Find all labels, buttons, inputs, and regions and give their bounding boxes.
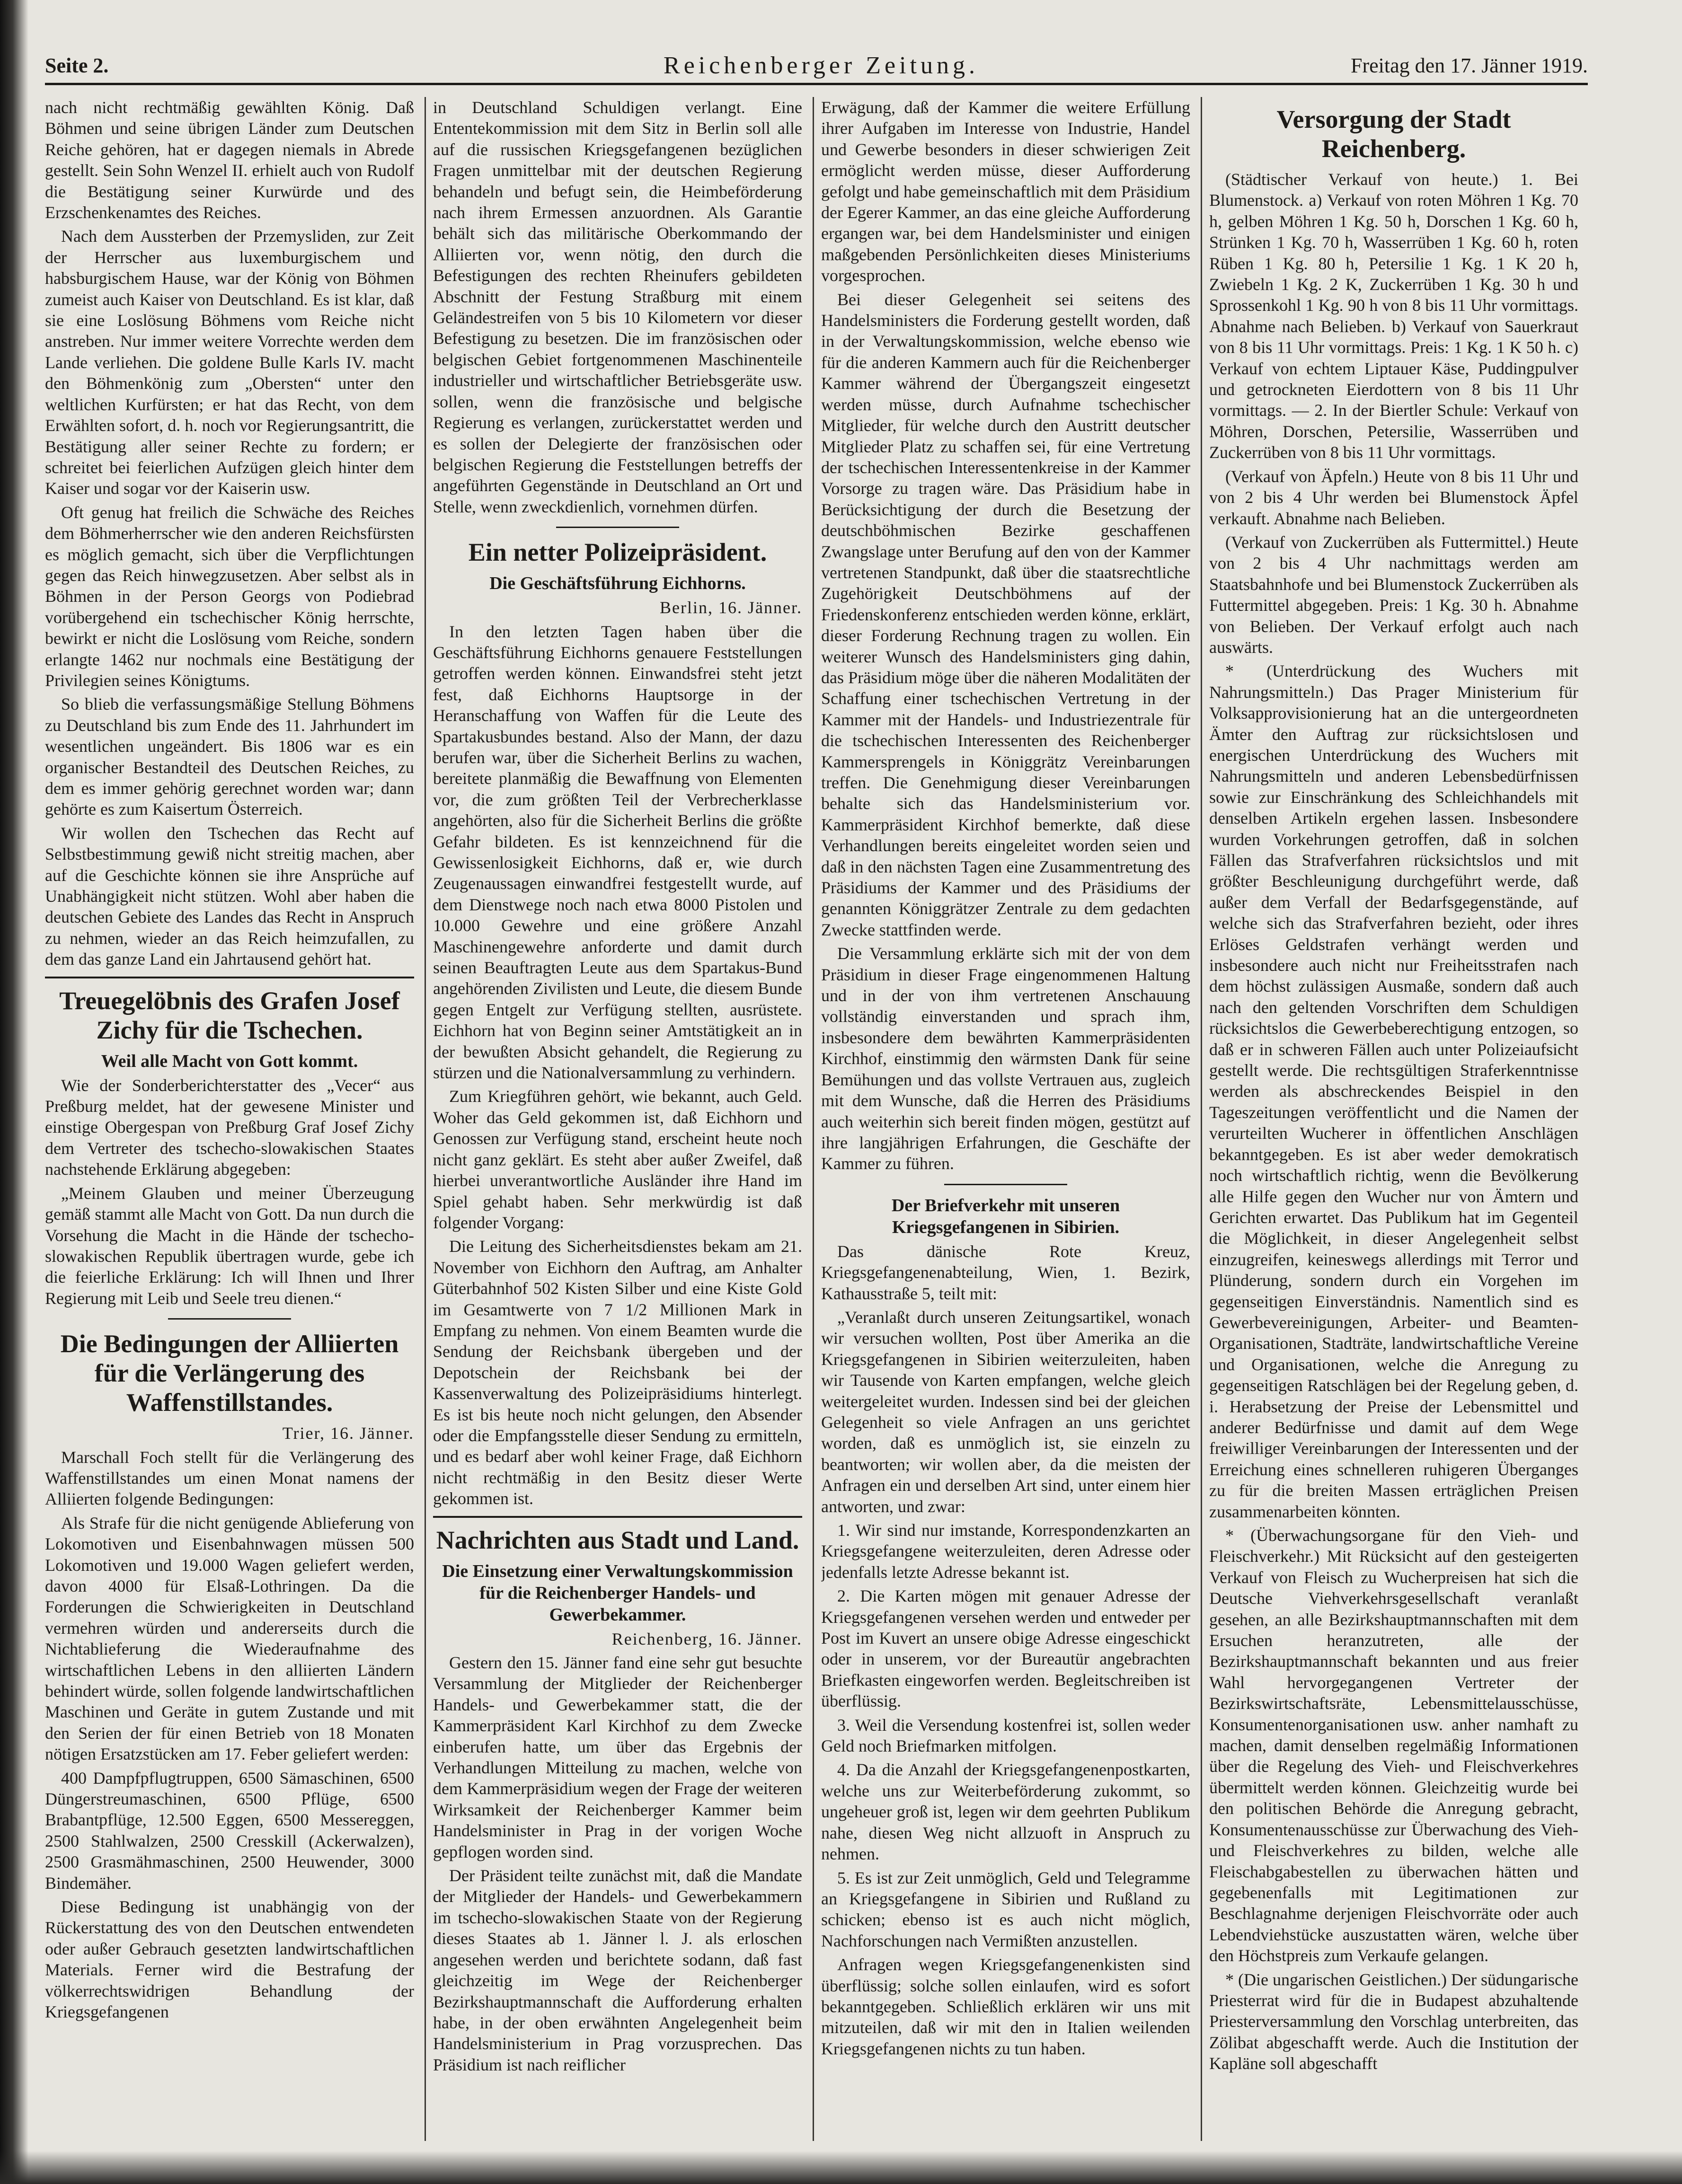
article-headline: Ein netter Polizeipräsident. [468,538,767,567]
paragraph: Der Präsident teilte zunächst mit, daß die Mandate der Mitglieder der Handels- und Gewerbekammern im tschecho-slowakischen Staate von der Regierung dieses Staates ab 1. Jänner l. J. als erloschen angesehen werden und berichtete sodann, daß fast gleichzeitig im Wege der Reichenberger Bezirkshauptmannschaft die Aufforderung erhalten habe, in der oben erwähnten Angelegenheit beim Handelsministerium in Prag vorzusprechen. Das Präsidium ist nach reiflicher [433,1866,802,2074]
paragraph: nach nicht rechtmäßig gewählten König. Daß Böhmen und seine übrigen Länder zum Deutschen Reiche gehören, hat er dagegen niemals in Abrede gestellt. Sein Sohn Wenzel II. erhielt auch von Rudolf die Bestätigung seiner Kurwürde und des Erzschenkenamtes des Reiches. [45,98,414,222]
paragraph: „Veranlaßt durch unseren Zeitungsartikel, wonach wir versuchen wollten, Post über Amerika an die Kriegsgefangenen in Sibirien weiterzuleiten, haben wir Tausende von Karten empfangen, welche gleich weitergeleitet wurden. Indessen sind bei der gleichen Gelegenheit so viele Anfragen an uns gerichtet worden, daß es unmöglich ist, sie einzeln zu beantworten; wir wollen aber, da die meisten der Anfragen ein und derselben Art sind, unter einem hier antworten, und zwar: [821,1307,1190,1516]
divider [45,977,414,978]
paragraph: So blieb die verfassungsmäßige Stellung Böhmens zu Deutschland bis zum Ende des 11. Jahrhundert im wesentlichen ungeändert. Bis 1806 war es ein organischer Bestandteil des Deutschen Reiches, zu dem es immer gehörig gerechnet worden war; dann gehörte es zum Kaisertum Österreich. [45,695,414,819]
scan-edge-shadow [0,0,28,2184]
paragraph: Die Versammlung erklärte sich mit der von dem Präsidium in dieser Frage eingenommenen Haltung und in der von ihm vertretenen Anschauung vollständig einverstanden und sprach ihm, insbesondere dem bewährten Kammerpräsidenten Kirchhof, einstimmig den wärmsten Dank für seine Bemühungen und das vollste Vertrauen aus, zugleich mit dem Wunsche, daß die Herren des Präsidiums auch weiterhin sich bereit finden mögen, gestützt auf ihre langjährigen Erfahrungen, die Geschäfte der Kammer zu führen. [821,944,1190,1173]
divider [168,1318,291,1320]
dateline: Berlin, 16. Jänner. [660,598,802,617]
article-headline: Versorgung der Stadt Reichenberg. [1276,105,1511,163]
column-rule [425,97,426,2141]
paragraph: 2. Die Karten mögen mit genauer Adresse der Kriegsgefangenen versehen werden und entweder per Post im Kuvert an unsere obige Adresse eingeschickt oder in unserem, vor der Bureautür angebrachten Briefkasten eingeworfen werden. Begleitschreiben ist überflüssig. [821,1586,1190,1711]
paragraph: Nach dem Aussterben der Przemysliden, zur Zeit der Herrscher aus luxemburgischem und habsburgischem Hause, war der König von Böhmen zumeist auch Kaiser von Deutschland. Es ist klar, daß sie eine Loslösung Böhmens vom Reiche nicht anstreben. Nur immer weitere Vorrechte werden dem Lande verliehen. Die goldene Bulle Karls IV. macht den Böhmenkönig zum „Obersten“ unter den weltlichen Kurfürsten; er hat das Recht, von dem Erwählten sofort, d. h. noch vor Regierungsantritt, die Bestätigung aller seiner Rechte zu fordern; er schreitet bei feierlichen Aufzügen gleich hinter dem Kaiser und sogar vor der Kaiserin usw. [45,227,414,498]
paragraph: Oft genug hat freilich die Schwäche des Reiches dem Böhmerherrscher wie den anderen Reichsfürsten es möglich gemacht, sich über die Verpflichtungen gegen das Reich hinwegzusetzen. Aber selbst als in Böhmen in der Person Georgs von Podiebrad vorübergehend ein tschechischer König herrschte, bewirkt er nicht die Loslösung vom Reiche, sondern erlangte 1462 nur nochmals eine Bestätigung der Privilegien seines Königtums. [45,502,414,690]
paragraph: Diese Bedingung ist unabhängig von der Rückerstattung des von den Deutschen entwendeten oder außer Gebrauch gesetzten landwirtschaftlichen Materials. Ferner wird die Bestrafung der völkerrechtswidrigen Behandlung der Kriegsgefangenen [45,1897,414,2022]
paragraph: 400 Dampfpflugtruppen, 6500 Sämaschinen, 6500 Düngerstreumaschinen, 6500 Pflüge, 6500 Brabantpflüge, 12.500 Eggen, 6500 Messereggen, 2500 Stahlwalzen, 2500 Cresskill (Ackerwalzen), 2500 Grasmähmaschinen, 2500 Heuwender, 3000 Bindemäher. [45,1768,414,1893]
paragraph: * (Die ungarischen Geistlichen.) Der südungarische Priesterrat wird für die in Budapest abzuhaltende Priesterversammlung den Vorschlag unterbreiten, das Zölibat abgeschafft werde. Auch die Institution der Kapläne soll abgeschafft [1209,1970,1578,2073]
paragraph: „Meinem Glauben und meiner Überzeugung gemäß stammt alle Macht von Gott. Da nun durch die Vorsehung die Macht in die Hände der tschecho-slowakischen Republik übertragen wurde, gebe ich die feierliche Erklärung: Ich will Ihnen und Ihrer Regierung mit Leib und Seele treu dienen.“ [45,1183,414,1308]
article-subheadline: Die Einsetzung einer Verwaltungskommission für die Reichenberger Handels- und Gewerbekammer. [442,1561,793,1625]
paragraph: (Verkauf von Zuckerrüben als Futtermittel.) Heute von 2 bis 4 Uhr nachmittags werden am Staatsbahnhofe und bei Blumenstock Zuckerrüben als Futtermittel abgegeben. Preis: 1 Kg. 30 h. Abnahme von Belieben. Der Verkauf erfolgt auch nach auswärts. [1209,532,1578,657]
paragraph: 1. Wir sind nur imstande, Korrespondenzkarten an Kriegsgefangene weiterzuleiten, deren Adresse oder jedenfalls letzte Adresse bekannt ist. [821,1521,1190,1582]
article-headline: Der Briefverkehr mit unseren Kriegsgefangenen in Sibirien. [891,1195,1120,1237]
page-header [45,50,1588,85]
column-rule [1201,97,1202,2141]
paragraph: Als Strafe für die nicht genügende Ablieferung von Lokomotiven und Eisenbahnwagen müssen 500 Lokomotiven und 19.000 Wagen geliefert werden, davon 4000 für Elsaß-Lothringen. Da die Forderungen die Schwierigkeiten in Deutschland vermehren würden und andererseits durch die Nichtablieferung die Wiederaufnahme des wirtschaftlichen Lebens in den alliierten Ländern behindert würde, sollen folgende landwirtschaftlichen Maschinen und Geräte in gutem Zustande und mit den Serien der für einen Betrieb von 18 Monaten nötigen Ersatzstücken am 17. Feber geliefert werden: [45,1513,414,1764]
column-2 [433,97,802,2141]
section-headline: Nachrichten aus Stadt und Land. [436,1525,799,1554]
column-1 [45,97,414,2141]
paragraph: Gestern den 15. Jänner fand eine sehr gut besuchte Versammlung der Mitglieder der Reichenberger Handels- und Gewerbekammer statt, die der Kammerpräsident Karl Kirchhof zu dem Zwecke einberufen hatte, um über das Ergebnis der Verhandlungen Mitteilung zu machen, welche von dem Kammerpräsidium wegen der Frage der weiteren Wirksamkeit der Reichenberger Kammer beim Handelsminister in Prag in der vorigen Woche gepflogen worden sind. [433,1653,802,1861]
paragraph: 4. Da die Anzahl der Kriegsgefangenenpostkarten, welche uns zur Weiterbeförderung zukommt, so ungeheuer groß ist, legen wir dem geehrten Publikum nahe, diesen Weg nicht allzuoft in Anspruch zu nehmen. [821,1760,1190,1864]
paragraph: (Städtischer Verkauf von heute.) 1. Bei Blumenstock. a) Verkauf von roten Möhren 1 Kg. 70 h, gelben Möhren 1 Kg. 50 h, Dorschen 1 Kg. 60 h, Strünken 1 Kg. 70 h, Wasserrüben 1 Kg. 60 h, roten Rüben 1 Kg. 80 h, Petersilie 1 Kg. 1 K 20 h, Zwiebeln 1 Kg. 2 K, Zuckerrüben 1 Kg. 30 h und Sprossenkohl 1 Kg. 90 h von 8 bis 11 Uhr vormittags. Abnahme nach Belieben. b) Verkauf von Sauerkraut von 8 bis 11 Uhr vormittags. Preis: 1 Kg. 1 K 50 h. c) Verkauf von echtem Liptauer Käse, Puddingpulver und getrockneten Eierdottern von 8 bis 11 Uhr vormittags. — 2. In der Biertler Schule: Verkauf von Möhren, Dorschen, Petersilie, Wasserrüben und Zuckerrüben von 8 bis 11 Uhr vormittags. [1209,170,1578,462]
article-subheadline: Die Geschäftsführung Eichhorns. [489,573,746,594]
column-3 [821,97,1190,2141]
paragraph: Zum Kriegführen gehört, wie bekannt, auch Geld. Woher das Geld gekommen ist, daß Eichhorn und Genossen zur Verfügung stand, erscheint heute noch nicht ganz geklärt. Es steht aber außer Zweifel, daß hierbei unverantwortliche Ausländer ihre Hand im Spiel gehabt haben. Sehr merkwürdig ist daß folgender Vorgang: [433,1087,802,1232]
paragraph: Das dänische Rote Kreuz, Kriegsgefangenenabteilung, Wien, 1. Bezirk, Kathausstraße 5, teilt mit: [821,1242,1190,1303]
issue-date: Freitag den 17. Jänner 1919. [1351,54,1588,77]
paragraph: in Deutschland Schuldigen verlangt. Eine Ententekommission mit dem Sitz in Berlin soll alle auf die russischen Kriegsgefangenen bezüglichen Fragen unmittelbar mit der deutschen Regierung behandeln und befugt sein, die Heimbeförderung nach ihrem Ermessen anzuordnen. Als Garantie behält sich das militärische Oberkommando der Alliierten vor, wenn nötig, den durch die Befestigungen des rechten Rheinufers gebildeten Abschnitt der Festung Straßburg mit einem Geländestreifen von 5 bis 10 Kilometern vor dieser Befestigung zu besetzen. Die im französischen oder belgischen Gebiet fortgenommenen Maschinenteile industrieller und wirtschaftlicher Betriebsgeräte usw. sollen, wenn die französische und belgische Regierung es verlangen, zurückerstattet werden und es sollen der Delegierte der französischen oder belgischen Regierung die Feststellungen betreffs der angeführten Gegenstände in Deutschland an Ort und Stelle, wenn zweckdienlich, vornehmen dürfen. [433,98,802,516]
page-number: Seite 2. [45,54,109,77]
paragraph: * (Überwachungsorgane für den Vieh- und Fleischverkehr.) Mit Rücksicht auf den gesteigerten Verkauf von Fleisch zu Wucherpreisen hat sich die Deutsche Viehverkehrsgesellschaft veranlaßt gesehen, an alle Bezirkshauptmannschaften mit dem Ersuchen heranzutreten, alle der Bezirkshauptmannschaft bekannten und aus freier Wahl hervorgegangenen Vertreter der Bezirkswirtschaftsräte, Lebensmittelausschüsse, Konsumentenorganisationen usw. anher namhaft zu machen, damit denselben regelmäßig Informationen über die Regelung des Vieh- und Fleischverkehres übermittelt werden können. Gleichzeitig wurde bei den politischen Behörde die Anregung gebracht, Konsumentenausschüsse zur Überwachung des Vieh- und Fleischverkehres zu bilden, welche alle Fleischabgabestellen zu überwachen hätten und gegebenenfalls mit Legitimationen zur Beschlagnahme derjenigen Fleischvorräte oder auch Lebendviehstücke auszustatten wären, welche über den Höchstpreis zum Verkaufe gelangen. [1209,1526,1578,1965]
scan-edge-shadow [0,2151,1682,2184]
divider [433,1516,802,1518]
divider [556,527,679,528]
paragraph: Bei dieser Gelegenheit sei seitens des Handelsministers die Forderung gestellt worden, daß in der Verwaltungskommission, welche ebenso wie für die anderen Kammern auch für die Reichenberger Kammer während der Übergangszeit eingesetzt werden müsse, durch Aufnahme tschechischer Mitglieder, für welche durch den Austritt deutscher Mitglieder Platz zu schaffen sei, für eine Vertretung der tschechischen Interessentenkreise in der Kammer Vorsorge zu tragen wäre. Das Präsidium habe in Berücksichtigung der durch die Besetzung der deutschböhmischen Bezirke geschaffenen Zwangslage unter Berufung auf den von der Kammer vertretenen Standpunkt, daß über die staatsrechtliche Zugehörigkeit Deutschböhmens auf der Friedenskonferenz entschieden werden könne, erklärt, dieser Forderung Rechnung tragen zu wollen. Ein weiterer Wunsch des Handelsministers ging dahin, das Präsidium möge über die näheren Modalitäten der Schaffung einer tschechischen Vertretung in der Kammer mit der Handels- und Industriezentrale für die tschechischen Interessenten des Reichenberger Kammersprengels in Königgrätz Vereinbarungen treffen. Die Genehmigung dieser Vereinbarungen behalte sich das Handelsministerium vor. Kammerpräsident Kirchhof bemerkte, daß diese Verhandlungen bereits eingeleitet worden seien und daß in den nächsten Tagen eine Zusammentretung des Präsidiums der Kammer und des Präsidiums der genannten Königgrätzer Zentrale zu dem gedachten Zwecke stattfinden werde. [821,290,1190,939]
newspaper-title: Reichenberger Zeitung. [664,52,979,79]
paragraph: 5. Es ist zur Zeit unmöglich, Geld und Telegramme an Kriegsgefangene in Sibirien und Rußland zu schicken; ebenso ist es auch nicht möglich, Nachforschungen nach Vermißten anzustellen. [821,1868,1190,1950]
paragraph: 3. Weil die Versendung kostenfrei ist, sollen weder Geld noch Briefmarken mitfolgen. [821,1715,1190,1756]
paragraph: In den letzten Tagen haben über die Geschäftsführung Eichhorns genauere Feststellungen getroffen werden können. Einwandsfrei steht jetzt fest, daß Eichhorns Hauptsorge in der Heranschaffung von Waffen für die Leute des Spartakusbundes bestand. Also der Mann, der dazu berufen war, über die Sicherheit Berlins zu wachen, bereitete planmäßig die Bewaffnung von Elementen vor, die zum größten Teil der Verbrecherklasse angehörten, also für die Sicherheit Berlins die größte Gefahr bildeten. Es ist kennzeichnend für die Gewissenlosigkeit Eichhorns, daß er, wie durch Zeugenaussagen einwandfrei festgestellt wurde, auf dem Dienstwege noch nach etwa 8000 Pistolen und 10.000 Gewehre und eine größere Anzahl Maschinengewehre anforderte und damit durch seinen Beauftragten Leute aus dem Spartakus-Bund angehörenden Zivilisten und Leute, die diesem Bunde gegen Entgelt zur Verfügung stellten, ausrüstete. Eichhorn hat von Beginn seiner Amtstätigkeit an in der bewußten Absicht gehandelt, die Regierung zu stürzen und die Nationalversammlung zu verhindern. [433,622,802,1083]
paragraph: Anfragen wegen Kriegsgefangenenkisten sind überflüssig; solche sollen einlaufen, wird es sofort bekanntgegeben. Schließlich erklären wir uns mit mitzuteilen, daß wir mit den in Italien weilenden Kriegsgefangenen nichts zu tun haben. [821,1955,1190,2058]
paragraph: Marschall Foch stellt für die Verlängerung des Waffenstillstandes um einen Monat namens der Alliierten folgende Bedingungen: [45,1447,414,1509]
dateline: Reichenberg, 16. Jänner. [611,1629,802,1648]
divider [944,1184,1067,1185]
article-subheadline: Weil alle Macht von Gott kommt. [101,1051,358,1071]
article-headline: Die Bedingungen der Alliierten für die Verlängerung des Waffenstillstandes. [60,1330,399,1417]
paragraph: Wie der Sonderberichterstatter des „Vecer“ aus Preßburg meldet, hat der gewesene Minister und einstige Obergespan von Preßburg Graf Josef Zichy dem Vertreter des tschecho-slowakischen Staates nachstehende Erklärung abgegeben: [45,1075,414,1179]
paragraph: Wir wollen den Tschechen das Recht auf Selbstbestimmung gewiß nicht streitig machen, aber auf die Geschichte können sie ihre Ansprüche auf Unabhängigkeit nicht stützen. Wohl aber haben die deutschen Gebiete des Landes das Recht in Anspruch zu nehmen, wieder an das Reich heimzufallen, zu dem das ganze Land ein Jahrtausend gehört hat. [45,823,414,969]
paragraph: Die Leitung des Sicherheitsdienstes bekam am 21. November von Eichhorn den Auftrag, am Anhalter Güterbahnhof 502 Kisten Silber und eine Kiste Gold im Gesamtwerte von 7 1/2 Millionen Mark in Empfang zu nehmen. Von einem Beamten wurde die Sendung der Reichsbank übergeben und der Depotschein der Reichsbank bei der Kassenverwaltung des Polizeipräsidiums hinterlegt. Es ist bis heute noch nicht gelungen, den Absender oder die Empfangsstelle dieser Sendung zu ermitteln, und es bedarf aber wohl keiner Frage, daß Eichhorn nicht rechtmäßig in den Besitz dieser Werte gekommen ist. [433,1237,802,1508]
article-headline: Treuegelöbnis des Grafen Josef Zichy für die Tschechen. [59,986,400,1044]
column-4 [1209,97,1578,2141]
paragraph: Erwägung, daß der Kammer die weitere Erfüllung ihrer Aufgaben im Interesse von Industrie, Handel und Gewerbe besonders in dieser schwierigen Zeit ermöglicht werden müsse, dieser Aufforderung gefolgt und habe gemeinschaftlich mit dem Präsidium der Egerer Kammer, an das eine gleiche Aufforderung ergangen war, bei dem Handelsminister und einigen maßgebenden Persönlichkeiten dieses Ministeriums vorgesprochen. [821,98,1190,285]
column-rule [813,97,814,2141]
paragraph: * (Unterdrückung des Wuchers mit Nahrungsmitteln.) Das Prager Ministerium für Volksapprovisionierung hat an die untergeordneten Ämter den Auftrag zur rücksichtslosen und energischen Unterdrückung des Wuchers mit Nahrungsmitteln und anderen Lebensbedürfnissen sowie zur Einschränkung des Schleichhandels mit denselben Artikeln ergehen lassen. Insbesondere wurden Vorkehrungen getroffen, daß in solchen Fällen das Strafverfahren rücksichtslos und mit größter Beschleunigung durchgeführt werde, daß außer dem Verfall der Bedarfsgegenstände, auf welche sich das Strafverfahren bezieht, oder ihres Erlöses Geldstrafen verhängt werden und insbesondere auch nicht nur Freiheitsstrafen nach dem höchst zulässigen Ausmaße, sondern daß auch nach den geltenden Vorschriften dem Schuldigen rücksichtslos die Gewerbeberechtigung entzogen, so daß er in schweren Fällen auch unter Polizeiaufsicht gestellt werde. Die rechtsgültigen Straferkenntnisse werden als abschreckendes Beispiel in den Tageszeitungen veröffentlicht und die Namen der verurteilten Wucherer in öffentlichen Anschlägen bekanntgegeben. Es ist aber weder demokratisch noch wirtschaftlich richtig, wenn die Bevölkerung alle Hilfe gegen den Wucher nur von Ämtern und Gerichten erwartet. Das Publikum hat im Gegenteil die Möglichkeit, in dieser Angelegenheit selbst einzugreifen, keineswegs allerdings mit Terror und Plünderung, sondern durch ein Vorgehen im gegenseitigen Einverständnis. Namentlich sind es Gewerbevereinigungen, Arbeiter- und Beamten-Organisationen, Stadträte, landwirtschaftliche Vereine und Organisationen, welche die Anregung zu gegenseitigen Ratschlägen bei der Regelung geben, d. i. Herabsetzung der Preise der Lebensmittel und anderer Bedürfnisse und damit auf dem Wege freiwilliger Vereinbarungen der Interessenten und der Erreichung eines schnelleren ruhigeren Überganges zu für die breiten Massen erträglichen Preisen zusammenarbeiten könnten. [1209,661,1578,1521]
dateline: Trier, 16. Jänner. [282,1424,414,1443]
paragraph: (Verkauf von Äpfeln.) Heute von 8 bis 11 Uhr und von 2 bis 4 Uhr werden bei Blumenstock Äpfel verkauft. Abnahme nach Belieben. [1209,467,1578,528]
